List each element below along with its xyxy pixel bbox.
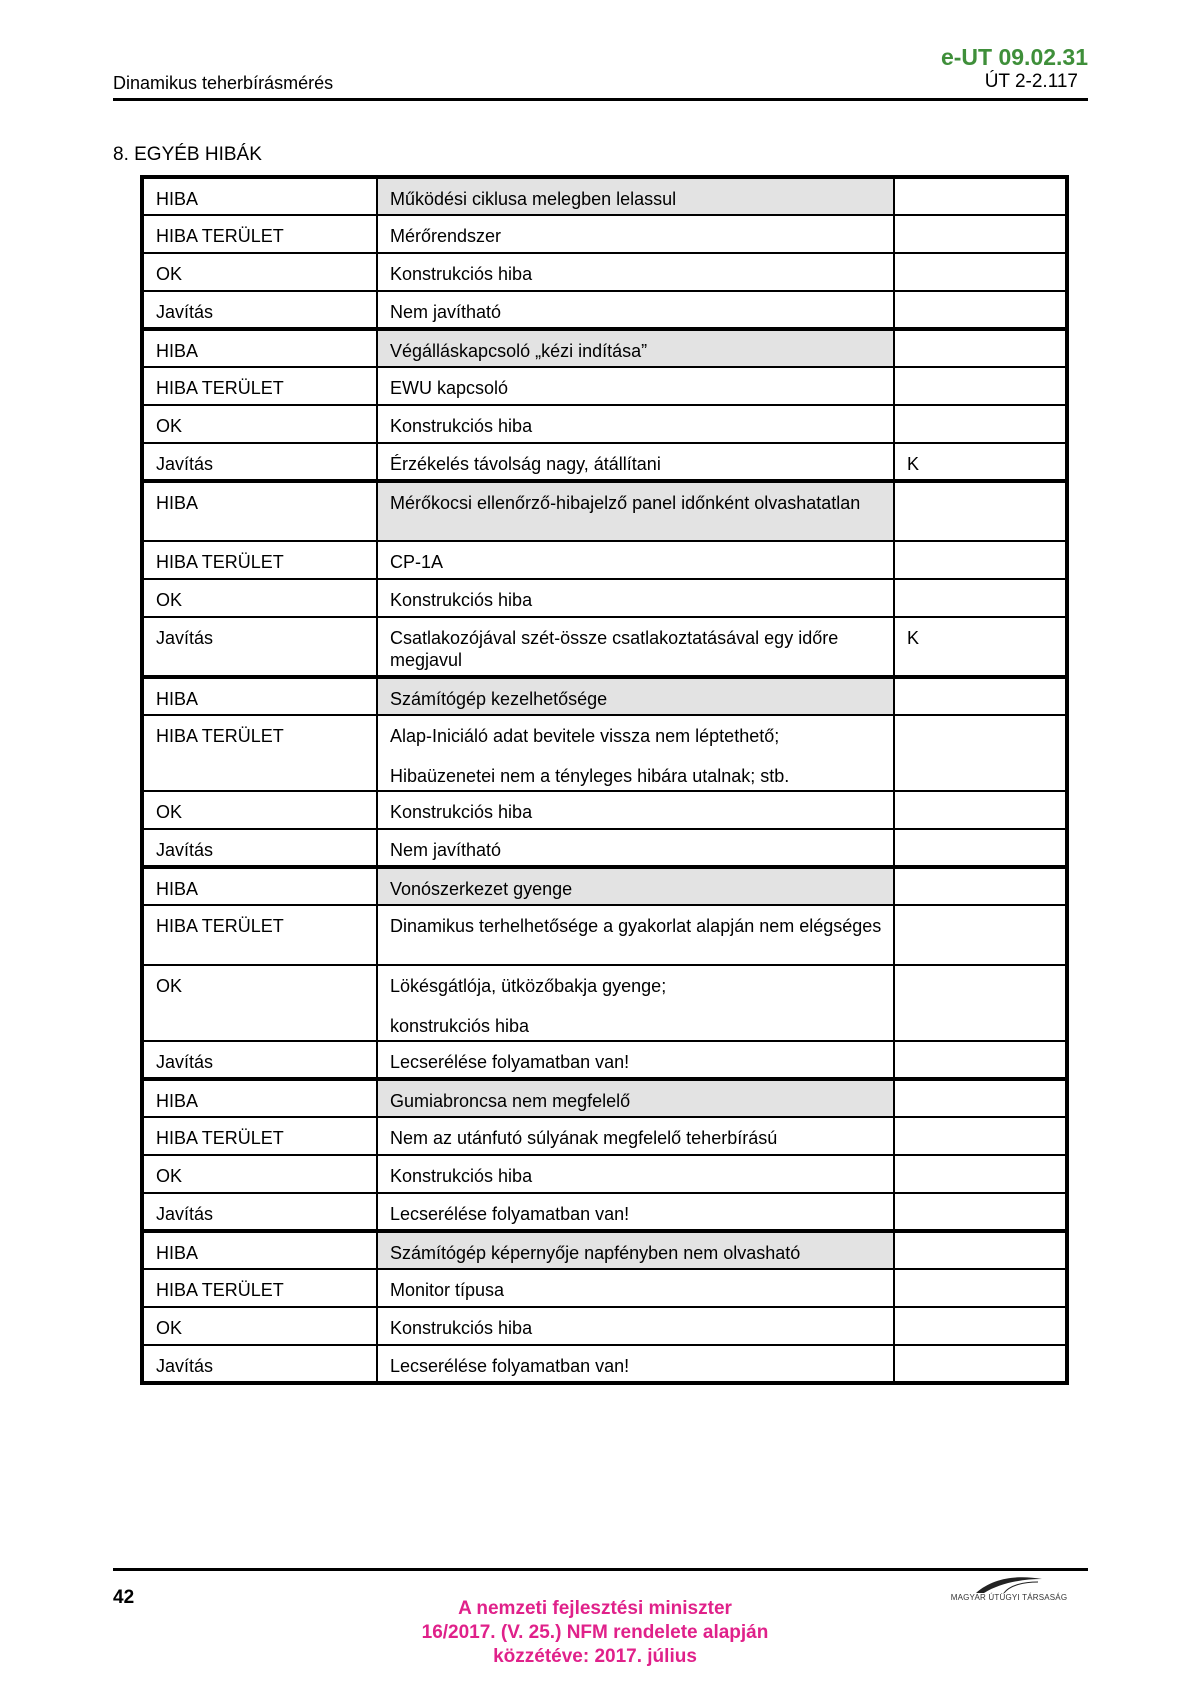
table-row xyxy=(142,867,1067,905)
row-description-cell xyxy=(377,291,894,329)
table-row xyxy=(142,617,1067,677)
description-line: Konstrukciós hiba xyxy=(390,1166,533,1186)
row-mark-cell xyxy=(894,1155,1067,1193)
row-label: HIBA xyxy=(156,879,199,899)
header-title: Dinamikus teherbírásmérés xyxy=(113,73,334,93)
row-label-cell xyxy=(142,405,377,443)
row-description xyxy=(390,292,883,323)
reference-code: ÚT 2-2.117 xyxy=(984,71,1078,92)
row-description xyxy=(390,906,883,937)
row-label-cell xyxy=(142,965,377,1041)
description-line: EWU kapcsoló xyxy=(390,378,509,398)
row-mark xyxy=(907,966,1055,975)
row-description xyxy=(390,966,883,1037)
row-label-cell xyxy=(142,291,377,329)
row-description xyxy=(390,1346,883,1377)
table-row xyxy=(142,1269,1067,1307)
row-mark-cell xyxy=(894,965,1067,1041)
row-mark xyxy=(907,679,1055,688)
page-header xyxy=(113,40,1088,101)
section-heading: 8. EGYÉB HIBÁK xyxy=(113,144,262,165)
row-description-cell xyxy=(377,1155,894,1193)
row-mark xyxy=(907,716,1055,725)
description-line: Érzékelés távolság nagy, átállítani xyxy=(390,454,661,474)
row-mark xyxy=(907,542,1055,551)
row-mark-cell xyxy=(894,367,1067,405)
row-description-cell xyxy=(377,253,894,291)
row-description-cell xyxy=(377,1307,894,1345)
row-label-cell xyxy=(142,541,377,579)
row-description xyxy=(390,331,883,362)
row-mark xyxy=(907,830,1055,839)
row-mark xyxy=(907,1194,1055,1203)
description-line: Lecserélése folyamatban van! xyxy=(390,1356,630,1376)
row-label: HIBA TERÜLET xyxy=(156,378,284,398)
row-description-cell xyxy=(377,367,894,405)
row-mark-cell xyxy=(894,541,1067,579)
table-row xyxy=(142,579,1067,617)
description-line: Konstrukciós hiba xyxy=(390,416,533,436)
row-mark xyxy=(907,869,1055,878)
row-label: HIBA xyxy=(156,341,199,361)
row-label: Javítás xyxy=(156,1204,214,1224)
row-mark xyxy=(907,368,1055,377)
row-description xyxy=(390,483,883,514)
row-mark-cell xyxy=(894,905,1067,965)
row-mark-cell xyxy=(894,405,1067,443)
row-description-cell xyxy=(377,443,894,481)
row-description xyxy=(390,1118,883,1149)
row-description xyxy=(390,1081,883,1112)
row-description xyxy=(390,679,883,710)
publication-note-line: A nemzeti fejlesztési miniszter xyxy=(458,1598,732,1619)
table-row xyxy=(142,791,1067,829)
row-description-cell xyxy=(377,1193,894,1231)
row-label-cell xyxy=(142,1117,377,1155)
row-mark-cell xyxy=(894,579,1067,617)
row-description-cell xyxy=(377,1345,894,1383)
row-mark-cell xyxy=(894,677,1067,715)
row-mark-cell xyxy=(894,617,1067,677)
row-label: Javítás xyxy=(156,1356,214,1376)
row-description xyxy=(390,368,883,399)
row-description xyxy=(390,792,883,823)
table-row xyxy=(142,1307,1067,1345)
row-mark-cell xyxy=(894,253,1067,291)
description-line: Csatlakozójával szét-össze csatlakoztatásával egy időre megjavul xyxy=(390,628,839,670)
row-mark xyxy=(907,216,1055,225)
row-mark xyxy=(907,1233,1055,1242)
row-description-cell xyxy=(377,1231,894,1269)
row-label: OK xyxy=(156,416,183,436)
row-label-cell xyxy=(142,329,377,367)
table-row xyxy=(142,253,1067,291)
row-label: HIBA TERÜLET xyxy=(156,226,284,246)
table-row xyxy=(142,1155,1067,1193)
row-mark xyxy=(907,1346,1055,1355)
table-row xyxy=(142,443,1067,481)
row-description-cell xyxy=(377,405,894,443)
row-description-cell xyxy=(377,1079,894,1117)
row-mark-cell xyxy=(894,1041,1067,1079)
row-label: OK xyxy=(156,590,183,610)
row-description xyxy=(390,216,883,247)
table-row xyxy=(142,541,1067,579)
row-label: OK xyxy=(156,1318,183,1338)
row-label-cell xyxy=(142,215,377,253)
description-line: Mérőkocsi ellenőrző-hibajelző panel időnként olvashatatlan xyxy=(390,493,861,513)
description-line: Nem az utánfutó súlyának megfelelő teherbírású xyxy=(390,1128,778,1148)
row-description xyxy=(390,406,883,437)
row-description xyxy=(390,444,883,475)
row-label-cell xyxy=(142,905,377,965)
row-description-cell xyxy=(377,715,894,791)
row-mark: K xyxy=(907,628,920,648)
description-line: CP-1A xyxy=(390,552,444,572)
table-row xyxy=(142,215,1067,253)
description-line: Gumiabroncsa nem megfelelő xyxy=(390,1091,631,1111)
description-line: Lökésgátlója, ütközőbakja gyenge; xyxy=(390,976,667,996)
description-line: Hibaüzenetei nem a tényleges hibára utalnak; stb. xyxy=(390,766,790,786)
table-row xyxy=(142,1345,1067,1383)
row-mark-cell xyxy=(894,791,1067,829)
row-description xyxy=(390,1233,883,1264)
table-row xyxy=(142,481,1067,541)
row-mark-cell xyxy=(894,1269,1067,1307)
row-description xyxy=(390,254,883,285)
description-line: Vonószerkezet gyenge xyxy=(390,879,573,899)
page-number: 42 xyxy=(113,1587,135,1608)
table-row xyxy=(142,1117,1067,1155)
row-mark xyxy=(907,331,1055,340)
description-line: Nem javítható xyxy=(390,840,502,860)
row-label: Javítás xyxy=(156,840,214,860)
row-description xyxy=(390,1194,883,1225)
row-mark-cell xyxy=(894,1307,1067,1345)
row-mark xyxy=(907,254,1055,263)
row-description-cell xyxy=(377,1269,894,1307)
publication-note-line: 16/2017. (V. 25.) NFM rendelete alapján xyxy=(421,1622,769,1643)
row-label-cell xyxy=(142,443,377,481)
description-line: Mérőrendszer xyxy=(390,226,502,246)
row-label: HIBA xyxy=(156,1243,199,1263)
description-line: Konstrukciós hiba xyxy=(390,802,533,822)
table-row xyxy=(142,405,1067,443)
description-line: Konstrukciós hiba xyxy=(390,590,533,610)
row-mark-cell xyxy=(894,443,1067,481)
row-mark-cell xyxy=(894,1345,1067,1383)
fault-table xyxy=(140,175,1069,1385)
row-mark xyxy=(907,906,1055,915)
row-mark xyxy=(907,406,1055,415)
row-mark xyxy=(907,1042,1055,1051)
row-description xyxy=(390,1270,883,1301)
row-label-cell xyxy=(142,1269,377,1307)
row-label-cell xyxy=(142,617,377,677)
row-label: OK xyxy=(156,976,183,996)
row-mark-cell xyxy=(894,215,1067,253)
row-description xyxy=(390,716,883,787)
row-description-cell xyxy=(377,177,894,215)
description-line: Végálláskapcsoló „kézi indítása” xyxy=(390,341,648,361)
row-description-cell xyxy=(377,905,894,965)
row-label: HIBA xyxy=(156,689,199,709)
row-label: Javítás xyxy=(156,1052,214,1072)
row-description xyxy=(390,869,883,900)
table-row xyxy=(142,1041,1067,1079)
publisher-logo-text: MAGYAR ÚTÜGYI TÁRSASÁG xyxy=(950,1593,1068,1602)
row-description-cell xyxy=(377,481,894,541)
row-label-cell xyxy=(142,1155,377,1193)
row-description-cell xyxy=(377,829,894,867)
row-mark xyxy=(907,1308,1055,1317)
row-description-cell xyxy=(377,1117,894,1155)
description-line: konstrukciós hiba xyxy=(390,1016,530,1036)
row-description xyxy=(390,542,883,573)
row-description-cell xyxy=(377,677,894,715)
row-label-cell xyxy=(142,829,377,867)
row-label: HIBA TERÜLET xyxy=(156,1280,284,1300)
fault-table-body xyxy=(142,177,1067,1383)
publication-note xyxy=(350,1597,840,1669)
row-mark xyxy=(907,580,1055,589)
row-label: OK xyxy=(156,1166,183,1186)
row-description xyxy=(390,1308,883,1339)
table-row xyxy=(142,829,1067,867)
description-line: Nem javítható xyxy=(390,302,502,322)
row-label: HIBA TERÜLET xyxy=(156,1128,284,1148)
description-line: Működési ciklusa melegben lelassul xyxy=(390,189,677,209)
row-mark: K xyxy=(907,454,920,474)
table-row xyxy=(142,177,1067,215)
table-row xyxy=(142,367,1067,405)
row-description-cell xyxy=(377,867,894,905)
row-description-cell xyxy=(377,579,894,617)
table-row xyxy=(142,1079,1067,1117)
row-mark-cell xyxy=(894,481,1067,541)
publisher-logo xyxy=(934,1573,1084,1609)
publication-note-line: közzétéve: 2017. július xyxy=(493,1646,697,1667)
row-description-cell xyxy=(377,791,894,829)
description-line: Konstrukciós hiba xyxy=(390,264,533,284)
table-row xyxy=(142,715,1067,791)
footer-divider xyxy=(113,1568,1088,1571)
row-mark-cell xyxy=(894,1231,1067,1269)
row-label: HIBA TERÜLET xyxy=(156,916,284,936)
row-description xyxy=(390,830,883,861)
row-label-cell xyxy=(142,1307,377,1345)
row-label-cell xyxy=(142,1193,377,1231)
road-swoosh-logo-icon xyxy=(974,1573,1044,1595)
description-line: Alap-Iniciáló adat bevitele vissza nem léptethető; xyxy=(390,726,780,746)
row-label: HIBA xyxy=(156,493,199,513)
row-label: HIBA TERÜLET xyxy=(156,552,284,572)
row-mark-cell xyxy=(894,715,1067,791)
row-label: OK xyxy=(156,802,183,822)
row-description-cell xyxy=(377,541,894,579)
row-mark xyxy=(907,179,1055,188)
row-mark-cell xyxy=(894,1079,1067,1117)
row-mark-cell xyxy=(894,867,1067,905)
row-mark xyxy=(907,792,1055,801)
table-row xyxy=(142,965,1067,1041)
row-label-cell xyxy=(142,677,377,715)
fault-table-container xyxy=(140,175,1063,1385)
row-mark-cell xyxy=(894,177,1067,215)
row-label-cell xyxy=(142,253,377,291)
row-description-cell xyxy=(377,617,894,677)
row-mark xyxy=(907,483,1055,492)
description-line: Konstrukciós hiba xyxy=(390,1318,533,1338)
row-label-cell xyxy=(142,1041,377,1079)
table-row xyxy=(142,1193,1067,1231)
row-label-cell xyxy=(142,715,377,791)
row-label: Javítás xyxy=(156,628,214,648)
row-label-cell xyxy=(142,177,377,215)
row-label-cell xyxy=(142,481,377,541)
row-mark xyxy=(907,1081,1055,1090)
row-description-cell xyxy=(377,965,894,1041)
row-description xyxy=(390,1156,883,1187)
table-row xyxy=(142,291,1067,329)
row-label: OK xyxy=(156,264,183,284)
row-label-cell xyxy=(142,791,377,829)
row-label-cell xyxy=(142,367,377,405)
row-mark xyxy=(907,1118,1055,1127)
row-description-cell xyxy=(377,329,894,367)
row-description xyxy=(390,618,883,671)
row-description-cell xyxy=(377,215,894,253)
description-line: Lecserélése folyamatban van! xyxy=(390,1052,630,1072)
row-label: HIBA TERÜLET xyxy=(156,726,284,746)
row-description xyxy=(390,580,883,611)
table-row xyxy=(142,1231,1067,1269)
row-mark-cell xyxy=(894,329,1067,367)
description-line: Dinamikus terhelhetősége a gyakorlat alapján nem elégséges xyxy=(390,916,882,936)
row-description xyxy=(390,1042,883,1073)
row-label: Javítás xyxy=(156,454,214,474)
row-mark-cell xyxy=(894,1193,1067,1231)
row-label-cell xyxy=(142,1079,377,1117)
description-line: Számítógép képernyője napfényben nem olvasható xyxy=(390,1243,801,1263)
row-label: HIBA xyxy=(156,189,199,209)
row-description-cell xyxy=(377,1041,894,1079)
row-mark xyxy=(907,292,1055,301)
row-label-cell xyxy=(142,579,377,617)
row-mark xyxy=(907,1270,1055,1279)
row-label-cell xyxy=(142,1345,377,1383)
row-mark-cell xyxy=(894,829,1067,867)
row-description xyxy=(390,179,883,210)
description-line: Számítógép kezelhetősége xyxy=(390,689,608,709)
row-label: Javítás xyxy=(156,302,214,322)
table-row xyxy=(142,677,1067,715)
table-row xyxy=(142,329,1067,367)
row-mark-cell xyxy=(894,1117,1067,1155)
row-label: HIBA xyxy=(156,1091,199,1111)
row-mark-cell xyxy=(894,291,1067,329)
description-line: Monitor típusa xyxy=(390,1280,505,1300)
row-mark xyxy=(907,1156,1055,1165)
row-label-cell xyxy=(142,867,377,905)
row-label-cell xyxy=(142,1231,377,1269)
document-code: e-UT 09.02.31 xyxy=(940,44,1088,70)
description-line: Lecserélése folyamatban van! xyxy=(390,1204,630,1224)
table-row xyxy=(142,905,1067,965)
